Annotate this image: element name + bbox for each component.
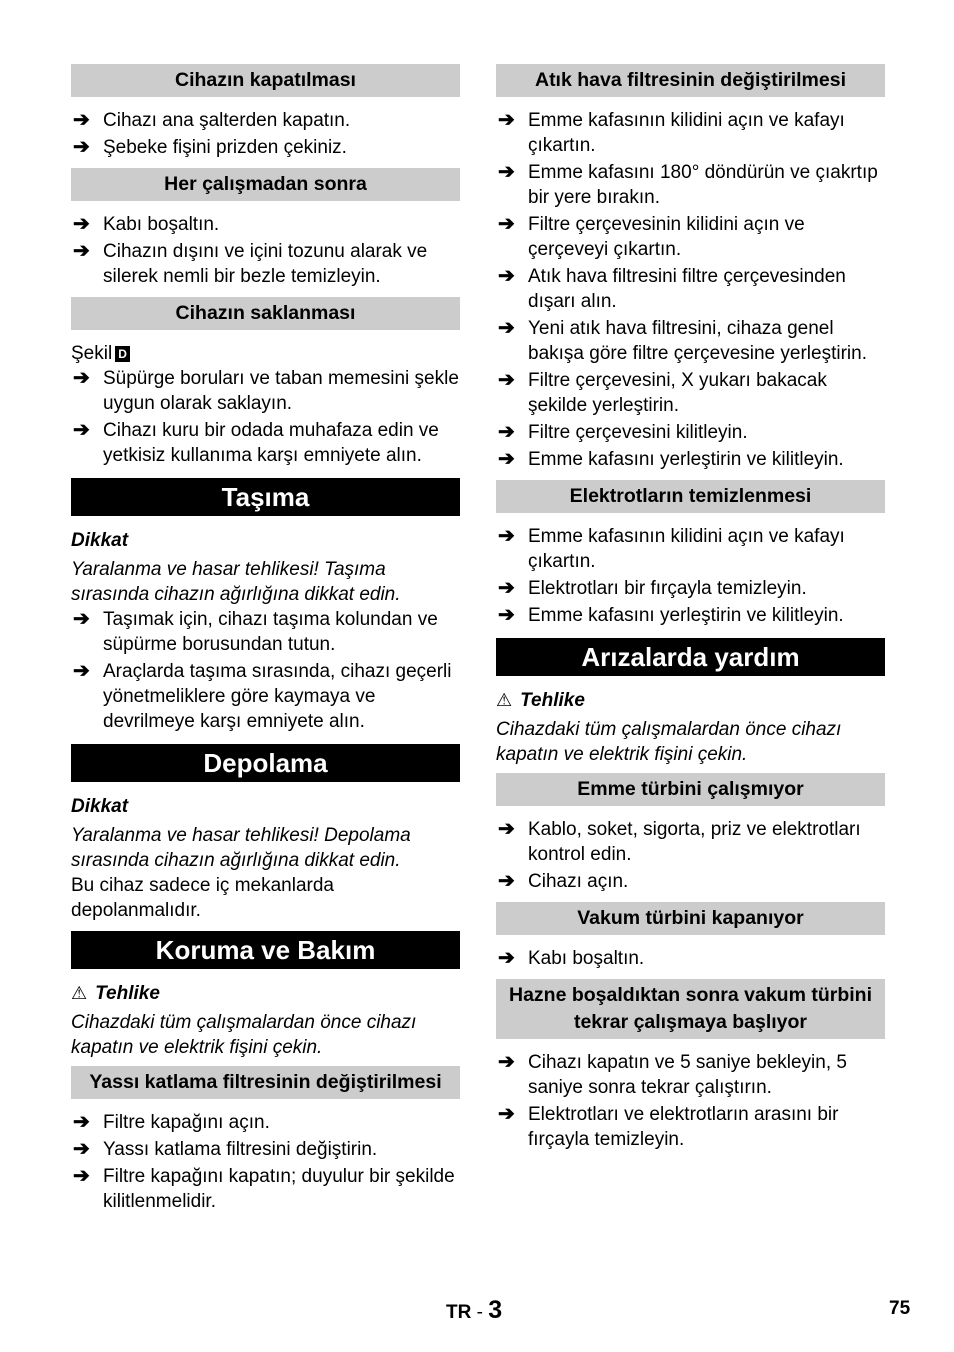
figure-letter-badge: D	[115, 346, 130, 362]
list-item: ➔ Filtre çerçevesinin kilidini açın ve çerçeveyi çıkartın.	[498, 213, 805, 260]
section-heading: Yassı katlama filtresinin değiştirilmesi	[71, 1066, 460, 1099]
list-item: ➔ Atık hava filtresini filtre çerçevesinden dışarı alın.	[498, 265, 846, 312]
right-column	[496, 64, 885, 1154]
chapter-heading: Arızalarda yardım	[496, 638, 885, 676]
list-item: ➔ Süpürge boruları ve taban memesini şekle uygun olarak saklayın.	[73, 367, 459, 414]
arrow-icon: ➔	[498, 577, 515, 599]
arrow-icon: ➔	[73, 109, 90, 131]
left-column	[71, 64, 460, 1216]
arrow-icon: ➔	[498, 870, 515, 892]
arrow-icon: ➔	[498, 265, 515, 287]
danger-label: ⚠ Tehlike	[71, 983, 160, 1004]
arrow-icon: ➔	[498, 1051, 515, 1073]
danger-label: ⚠ Tehlike	[496, 690, 585, 711]
section-heading: Cihazın kapatılması	[71, 64, 460, 97]
list-item: ➔ Emme kafasının kilidini açın ve kafayı çıkartın.	[498, 525, 845, 572]
list-item: ➔ Emme kafasını 180° döndürün ve çıakrtıp bir yere bırakın.	[498, 161, 878, 208]
arrow-icon: ➔	[498, 161, 515, 183]
arrow-icon: ➔	[498, 448, 515, 470]
list-item: ➔ Cihazı açın.	[498, 870, 629, 892]
chapter-heading: Depolama	[71, 744, 460, 782]
list-item: ➔ Emme kafasını yerleştirin ve kilitleyin.	[498, 448, 844, 470]
arrow-icon: ➔	[73, 367, 90, 389]
list-item: ➔ Kabı boşaltın.	[73, 213, 220, 235]
chapter-heading: Taşıma	[71, 478, 460, 516]
list-item: ➔ Cihazı kuru bir odada muhafaza edin ve yetkisiz kullanıma karşı emniyete alın.	[73, 419, 439, 466]
list-item: ➔ Filtre kapağını açın.	[73, 1111, 270, 1133]
list-item: ➔ Emme kafasını yerleştirin ve kilitleyin.	[498, 604, 844, 626]
arrow-icon: ➔	[73, 1165, 90, 1187]
warning-triangle-icon: ⚠	[496, 690, 513, 710]
storage-note: Bu cihaz sadece iç mekanlarda depolanmalıdır.	[71, 875, 334, 921]
caution-text: Yaralanma ve hasar tehlikesi! Taşıma sırasında cihazın ağırlığına dikkat edin.	[71, 559, 401, 605]
arrow-icon: ➔	[73, 419, 90, 441]
footer-section-code: TR - 3	[446, 1296, 503, 1324]
arrow-icon: ➔	[73, 240, 90, 262]
list-item: ➔ Cihazın dışını ve içini tozunu alarak ve silerek nemli bir bezle temizleyin.	[73, 240, 428, 287]
list-item: ➔ Emme kafasının kilidini açın ve kafayı çıkartın.	[498, 109, 845, 156]
list-item: ➔ Cihazı ana şalterden kapatın.	[73, 109, 351, 131]
caution-label: Dikkat	[71, 530, 129, 551]
arrow-icon: ➔	[498, 213, 515, 235]
chapter-heading: Koruma ve Bakım	[71, 931, 460, 969]
figure-reference: Şekil D	[71, 341, 460, 366]
danger-text: Cihazdaki tüm çalışmalardan önce cihazı kapatın ve elektrik fişini çekin.	[71, 1012, 417, 1058]
list-item: ➔ Şebeke fişini prizden çekiniz.	[73, 136, 347, 158]
list-item: ➔ Cihazı kapatın ve 5 saniye bekleyin, 5 saniye sonra tekrar çalıştırın.	[498, 1051, 847, 1098]
arrow-icon: ➔	[73, 660, 90, 682]
arrow-icon: ➔	[73, 213, 90, 235]
arrow-icon: ➔	[498, 604, 515, 626]
section-heading: Hazne boşaldıktan sonra vakum türbini tekrar çalışmaya başlıyor	[496, 979, 885, 1039]
list-item: ➔ Kablo, soket, sigorta, priz ve elektrotları kontrol edin.	[498, 818, 861, 865]
list-item: ➔ Araçlarda taşıma sırasında, cihazı geçerli yönetmeliklere göre kaymaya ve devrilmeye karşı emniyete alın.	[73, 660, 452, 732]
arrow-icon: ➔	[498, 525, 515, 547]
section-heading: Vakum türbini kapanıyor	[496, 902, 885, 935]
list-item: ➔ Filtre çerçevesini kilitleyin.	[498, 421, 748, 443]
section-heading: Elektrotların temizlenmesi	[496, 480, 885, 513]
list-item: ➔ Filtre kapağını kapatın; duyulur bir şekilde kilitlenmelidir.	[73, 1165, 455, 1212]
list-item: ➔ Elektrotları ve elektrotların arasını bir fırçayla temizleyin.	[498, 1103, 839, 1150]
warning-triangle-icon: ⚠	[71, 983, 88, 1003]
caution-text: Yaralanma ve hasar tehlikesi! Depolama sırasında cihazın ağırlığına dikkat edin.	[71, 825, 411, 871]
section-heading: Cihazın saklanması	[71, 297, 460, 330]
arrow-icon: ➔	[73, 608, 90, 630]
list-item: ➔ Yassı katlama filtresini değiştirin.	[73, 1138, 378, 1160]
list-item: ➔ Taşımak için, cihazı taşıma kolundan ve süpürme borusundan tutun.	[73, 608, 438, 655]
list-item: ➔ Elektrotları bir fırçayla temizleyin.	[498, 577, 807, 599]
caution-label: Dikkat	[71, 796, 129, 817]
arrow-icon: ➔	[73, 1111, 90, 1133]
arrow-icon: ➔	[498, 947, 515, 969]
arrow-icon: ➔	[73, 136, 90, 158]
arrow-icon: ➔	[498, 369, 515, 391]
arrow-icon: ➔	[498, 1103, 515, 1125]
page-number: 75	[889, 1298, 911, 1319]
list-item: ➔ Filtre çerçevesini, X yukarı bakacak şekilde yerleştirin.	[498, 369, 827, 416]
section-heading: Her çalışmadan sonra	[71, 168, 460, 201]
arrow-icon: ➔	[73, 1138, 90, 1160]
list-item: ➔ Yeni atık hava filtresini, cihaza genel bakışa göre filtre çerçevesine yerleştirin.	[498, 317, 867, 364]
arrow-icon: ➔	[498, 109, 515, 131]
danger-text: Cihazdaki tüm çalışmalardan önce cihazı kapatın ve elektrik fişini çekin.	[496, 719, 842, 765]
arrow-icon: ➔	[498, 317, 515, 339]
section-heading: Emme türbini çalışmıyor	[496, 773, 885, 806]
list-item: ➔ Kabı boşaltın.	[498, 947, 645, 969]
arrow-icon: ➔	[498, 421, 515, 443]
section-heading: Atık hava filtresinin değiştirilmesi	[496, 64, 885, 97]
arrow-icon: ➔	[498, 818, 515, 840]
